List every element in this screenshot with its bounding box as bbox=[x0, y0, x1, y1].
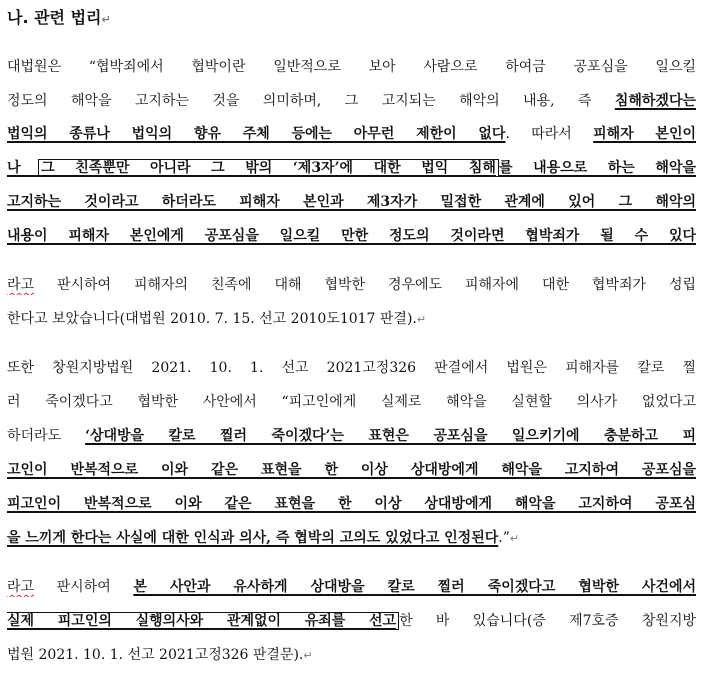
spellcheck-word: 라고 bbox=[7, 579, 35, 595]
p1-emphasis: 나 bbox=[7, 160, 42, 176]
p1-line-6 bbox=[7, 226, 696, 246]
p3-line-3 bbox=[7, 426, 696, 446]
section-heading-text: 나. 관련 법리 bbox=[7, 8, 102, 27]
paragraph-mark: ↵ bbox=[509, 532, 520, 545]
p3-text: .” bbox=[498, 530, 510, 546]
boxed-emphasis: 그 친족뿐만 아니라 그 밖의 ‘제3자’에 대한 법익 침해 bbox=[38, 159, 499, 177]
paragraph-mark: ↵ bbox=[303, 649, 313, 662]
p1-line-4 bbox=[7, 158, 696, 178]
p2-text: 한다고 보았습니다(대법원 2010. 7. 15. 선고 2010도1017 판결). bbox=[7, 311, 417, 327]
p1-emphasis: 피해자 본인이 bbox=[593, 126, 696, 142]
p4-text: 판시하여 bbox=[34, 579, 134, 595]
p1-text: 대법원은 “협박죄에서 협박이란 일반적으로 보아 사람으로 하여금 공포심을 일으킬 bbox=[7, 59, 696, 75]
p1-line-3 bbox=[7, 124, 696, 144]
p1-line-2 bbox=[7, 91, 696, 111]
p1-line-1 bbox=[7, 57, 696, 77]
p3-line-1 bbox=[7, 358, 696, 378]
p3-emphasis: 피고인이 반복적으로 이와 같은 표현을 한 이상 상대방에게 해악을 고지하여 공포심 bbox=[7, 496, 696, 512]
p2-text: 판시하여 피해자의 친족에 대해 협박한 경우에도 피해자에 대한 협박죄가 성립 bbox=[34, 277, 696, 293]
p3-line-4 bbox=[7, 460, 696, 480]
p1-text: . 따라서 bbox=[505, 126, 594, 142]
p4-line-1 bbox=[7, 577, 696, 597]
p1-emphasis: 내용이 피해자 본인에게 공포심을 일으킬 만한 정도의 것이라면 협박죄가 될 수 있다 bbox=[7, 228, 696, 244]
p4-line-2 bbox=[7, 611, 696, 631]
p4-text: 법원 2021. 10. 1. 선고 2021고정326 판결문). bbox=[7, 647, 304, 663]
p1-emphasis: 침해하겠다는 bbox=[614, 93, 696, 109]
p1-text: 정도의 해악을 고지하는 것을 의미하며, 그 고지되는 해악의 내용, 즉 bbox=[7, 93, 615, 109]
boxed-emphasis: 실제 피고인의 실행의사와 관계없이 유죄를 선고 bbox=[7, 612, 399, 630]
p2-line-1 bbox=[7, 275, 696, 295]
p1-emphasis: 법익의 종류나 법익의 향유 주체 등에는 아무런 제한이 없다 bbox=[7, 126, 506, 142]
p4-emphasis: 본 사안과 유사하게 상대방을 칼로 찔러 죽이겠다고 협박한 사건에서 bbox=[133, 579, 696, 595]
p4-text: 한 바 있습니다(증 제7호증 창원지방 bbox=[399, 613, 696, 629]
p3-text: 또한 창원지방법원 2021. 10. 1. 선고 2021고정326 판결에서 법원은 피해자를 칼로 찔 bbox=[7, 360, 696, 376]
p3-text: 러 죽이겠다고 협박한 사안에서 “피고인에게 실제로 해악을 실현할 의사가 없었다고 bbox=[7, 394, 696, 410]
p1-emphasis: 를 내용으로 하는 해악을 bbox=[498, 160, 696, 176]
p1-emphasis: 고지하는 것이라고 하더라도 피해자 본인과 제3자가 밀접한 관계에 있어 그 해악의 bbox=[7, 194, 696, 210]
p1-line-5 bbox=[7, 192, 696, 212]
p3-emphasis: 을 느끼게 한다는 사실에 대한 인식과 의사, 즉 협박의 고의도 있었다고 인정된다 bbox=[7, 530, 499, 546]
p3-line-6 bbox=[7, 528, 696, 548]
p3-text: 하더라도 bbox=[7, 428, 86, 444]
p3-emphasis: 고인이 반복적으로 이와 같은 표현을 한 이상 상대방에게 해악을 고지하여 공포심을 bbox=[7, 462, 696, 478]
p3-line-5 bbox=[7, 494, 696, 514]
p3-line-2 bbox=[7, 392, 696, 412]
paragraph-mark: ↵ bbox=[101, 13, 111, 26]
p3-emphasis: ‘상대방을 칼로 찔러 죽이겠다’는 표현은 공포심을 일으키기에 충분하고 피 bbox=[85, 428, 696, 444]
section-heading bbox=[7, 6, 111, 32]
p2-line-2 bbox=[7, 309, 696, 329]
p4-line-3 bbox=[7, 645, 696, 665]
spellcheck-word: 라고 bbox=[7, 277, 35, 293]
paragraph-mark: ↵ bbox=[416, 313, 427, 326]
